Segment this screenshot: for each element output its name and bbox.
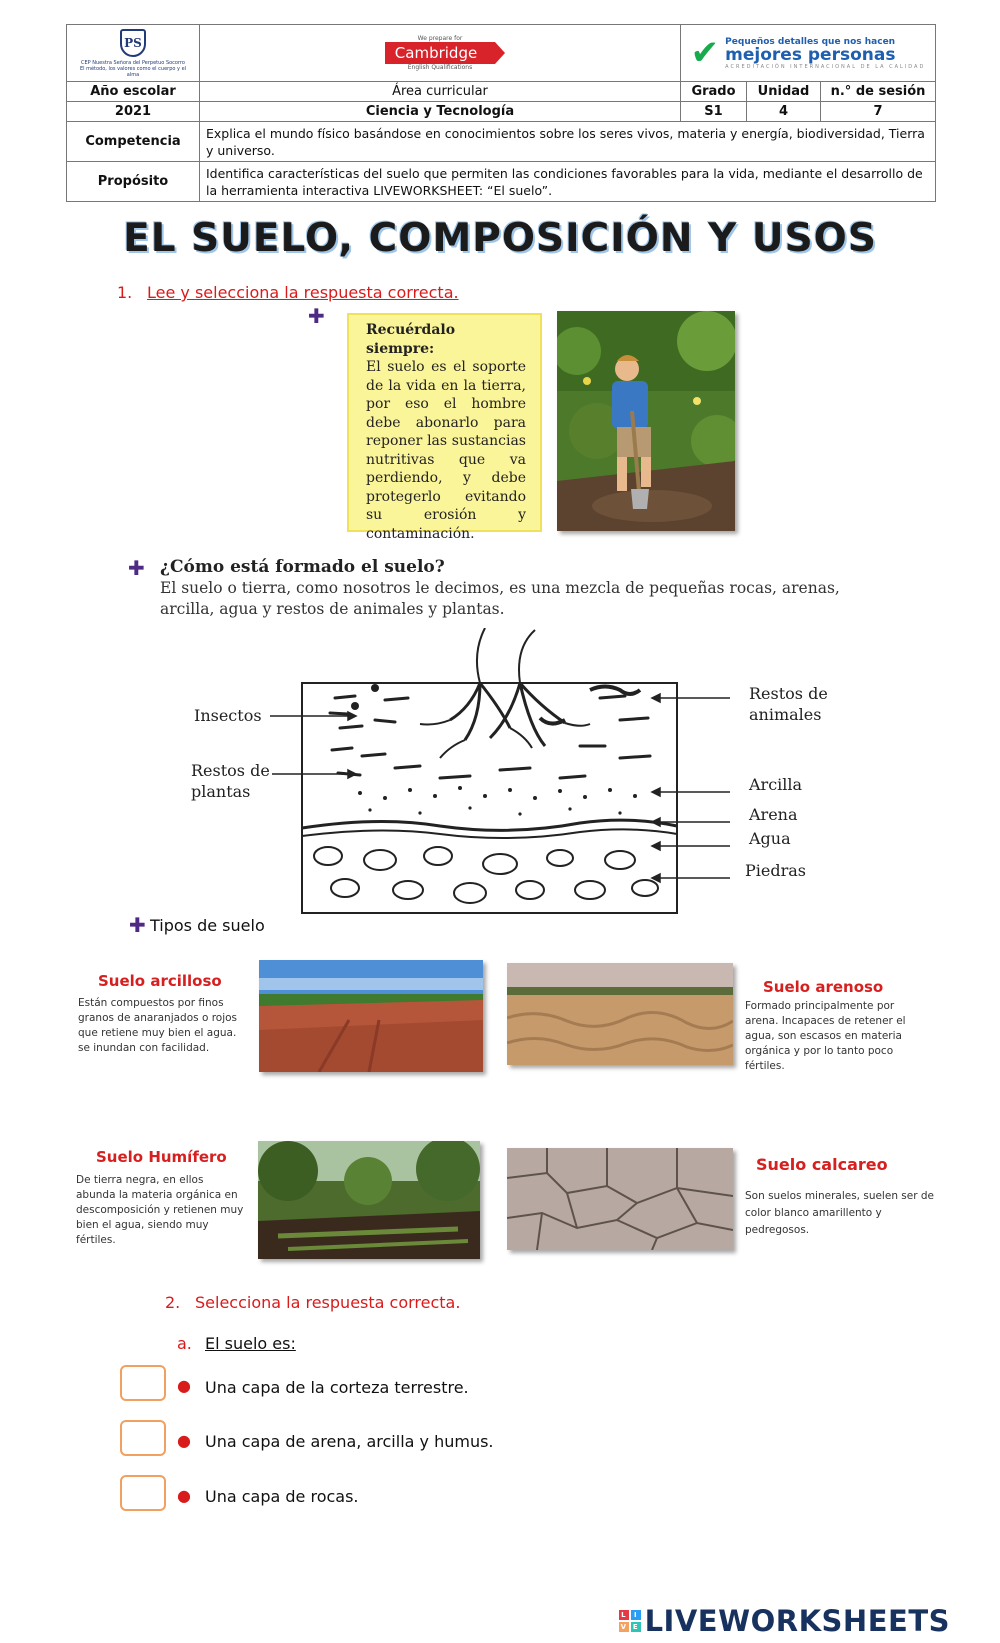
col-grade-label: Grado — [681, 82, 747, 102]
label-restos-animales-1: Restos de — [749, 684, 828, 703]
col-session-label: n.° de sesión — [821, 82, 936, 102]
answer-option-3: Una capa de rocas. — [205, 1487, 359, 1506]
tipos-heading: Tipos de suelo — [150, 916, 265, 935]
school-logo-name: CEP Nuestra Señora del Perpetuo Socorro — [81, 59, 185, 66]
arenoso-title: Suelo arenoso — [763, 978, 884, 996]
bullet-icon: ● — [177, 1486, 191, 1505]
liveworksheets-grid-icon: L I V E — [619, 1610, 641, 1632]
quality-line-2: mejores personas — [725, 44, 896, 65]
unit-value: 4 — [747, 102, 821, 122]
check-icon: ✔ — [690, 33, 720, 73]
proposito-label: Propósito — [67, 162, 200, 202]
quality-line-3: ACREDITACIÓN INTERNACIONAL DE LA CALIDAD — [725, 63, 926, 70]
plus-bullet-icon: ✚ — [308, 304, 325, 328]
competencia-label: Competencia — [67, 122, 200, 162]
humifero-photo — [258, 1141, 480, 1259]
question-2a-text: El suelo es: — [205, 1334, 296, 1353]
grade-value: S1 — [681, 102, 747, 122]
label-arcilla: Arcilla — [749, 775, 803, 794]
liveworksheets-wordmark: LIVEWORKSHEETS — [644, 1604, 950, 1638]
quality-logo — [687, 33, 929, 73]
label-restos-plantas-2: plantas — [191, 782, 251, 801]
cambridge-sub: English Qualifications — [407, 64, 473, 71]
humifero-desc: De tierra negra, en ellos abunda la materia orgánica en descomposición y retienen muy bien el agua, siendo muy fértiles. — [76, 1174, 244, 1246]
arenoso-photo — [507, 963, 733, 1065]
liveworksheets-logo — [619, 1604, 950, 1638]
plus-bullet-icon: ✚ — [128, 556, 145, 580]
calcareo-photo — [507, 1148, 733, 1250]
school-crest-icon: PS — [120, 29, 146, 57]
recuerda-body: El suelo es el soporte de la vida en la tierra, por eso el hombre debe abonarlo para reponer las sustancias nutritivas que va perdiendo, y debe protegerlo evitando su erosión y contaminación. — [366, 359, 526, 542]
col-unit-label: Unidad — [747, 82, 821, 102]
question-1-text: Lee y selecciona la respuesta correcta. — [147, 283, 459, 302]
recuerda-title: Recuérdalo siempre: — [366, 322, 456, 357]
area-value: Ciencia y Tecnología — [200, 102, 681, 122]
year-value: 2021 — [67, 102, 200, 122]
header-table — [66, 24, 936, 202]
cambridge-top: We prepare for — [417, 35, 463, 42]
bullet-icon: ● — [177, 1376, 191, 1395]
question-1-number: 1. — [117, 283, 133, 302]
arcilloso-title: Suelo arcilloso — [98, 972, 222, 990]
answer-checkbox-1[interactable] — [120, 1365, 166, 1401]
col-year-label: Año escolar — [67, 82, 200, 102]
label-restos-animales-2: animales — [749, 705, 822, 724]
page-title: EL SUELO, COMPOSICIÓN Y USOS — [123, 216, 877, 261]
formacion-heading: ¿Cómo está formado el suelo? — [160, 557, 445, 577]
cambridge-logo: Cambridge — [385, 42, 495, 64]
recuerda-box — [347, 313, 542, 542]
competencia-text: Explica el mundo físico basándose en conocimientos sobre los seres vivos, materia y energía, biodiversidad, Tierra y universo. — [200, 122, 936, 162]
label-agua: Agua — [749, 829, 791, 848]
arenoso-desc: Formado principalmente por arena. Incapaces de retener el agua, son escasos en materia orgánica y por lo tanto poco fértiles. — [745, 1000, 906, 1072]
soil-diagram-drawing — [180, 628, 830, 923]
soil-composition-diagram — [180, 628, 830, 923]
answer-option-2: Una capa de arena, arcilla y humus. — [205, 1432, 494, 1451]
label-insectos: Insectos — [194, 706, 262, 725]
question-2-number: 2. — [165, 1293, 181, 1312]
bullet-icon: ● — [177, 1431, 191, 1450]
answer-checkbox-2[interactable] — [120, 1420, 166, 1456]
answer-option-1: Una capa de la corteza terrestre. — [205, 1378, 469, 1397]
session-value: 7 — [821, 102, 936, 122]
question-2a-letter: a. — [177, 1334, 192, 1353]
question-2-text: Selecciona la respuesta correcta. — [195, 1293, 461, 1312]
label-piedras: Piedras — [745, 861, 806, 880]
school-logo-cell — [67, 25, 200, 82]
answer-checkbox-3[interactable] — [120, 1475, 166, 1511]
cambridge-logo-cell — [200, 25, 681, 82]
quality-line-1: Pequeños detalles que nos hacen — [725, 36, 896, 47]
humifero-title: Suelo Humífero — [96, 1148, 227, 1166]
arcilloso-photo — [259, 960, 483, 1072]
man-digging-photo — [557, 311, 735, 531]
plus-bullet-icon: ✚ — [129, 913, 146, 937]
label-arena: Arena — [749, 805, 798, 824]
school-logo-motto: El método, los valores como el cuerpo y el alma — [79, 65, 187, 78]
formacion-text: El suelo o tierra, como nosotros le decimos, es una mezcla de pequeñas rocas, arenas, arcilla, agua y restos de animales y plantas. — [160, 579, 840, 618]
col-area-label: Área curricular — [200, 82, 681, 102]
quality-logo-cell — [681, 25, 936, 82]
calcareo-desc: Son suelos minerales, suelen ser de color blanco amarillento y pedregosos. — [745, 1190, 935, 1236]
arcilloso-desc: Están compuestos por finos granos de anaranjados o rojos que retiene muy bien el agua. se inundan con facilidad. — [78, 997, 238, 1054]
school-logo — [73, 29, 193, 78]
calcareo-title: Suelo calcareo — [756, 1155, 888, 1174]
proposito-text: Identifica características del suelo que permiten las condiciones favorables para la vida, mediante el desarrollo de la herramienta interactiva LIVEWORKSHEET: “El suelo”. — [200, 162, 936, 202]
label-restos-plantas-1: Restos de — [191, 761, 270, 780]
